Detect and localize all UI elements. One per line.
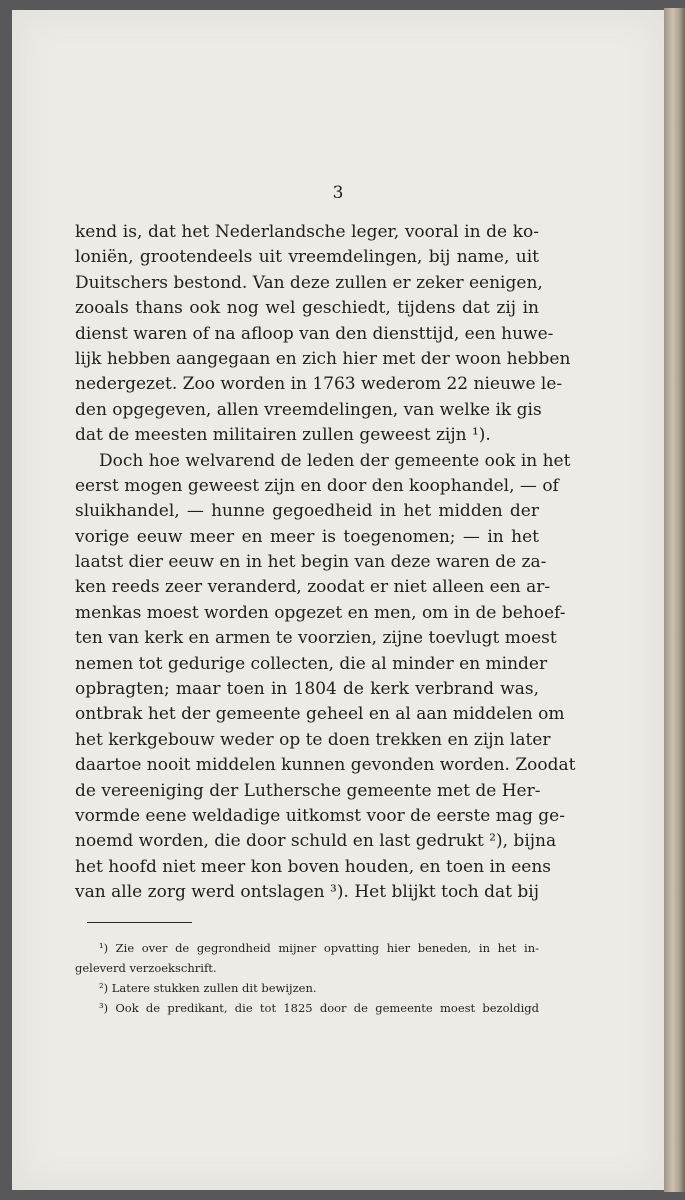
footnote-line: ²) Latere stukken zullen dit bewijzen.	[99, 981, 317, 995]
text-line: het hoofd niet meer kon boven houden, en toen in eens	[75, 856, 552, 877]
text-line: vormde eene weldadige uitkomst voor de eerste mag ge-	[75, 805, 565, 826]
text-line: het kerkgebouw weder op te doen trekken en zijn later	[75, 729, 551, 750]
text-line: lijk hebben aangegaan en zich hier met der woon hebben	[75, 348, 571, 369]
page-edge	[664, 8, 685, 1192]
text-line: ten van kerk en armen te voorzien, zijne toevlugt moest	[75, 628, 557, 649]
footnote-line: ¹) Zie over de gegrondheid mijner opvatting hier beneden, in het in-	[99, 941, 539, 955]
page-number: 3	[332, 183, 344, 203]
text-line: de vereeniging der Luthersche gemeente met de Her-	[75, 780, 541, 801]
text-line: den opgegeven, allen vreemdelingen, van welke ik gis	[75, 399, 542, 420]
text-line: opbragten; maar toen in 1804 de kerk verbrand was,	[75, 679, 539, 700]
text-line: menkas moest worden opgezet en men, om in de behoef-	[75, 602, 566, 623]
text-line: ken reeds zeer veranderd, zoodat er niet alleen een ar-	[75, 577, 551, 598]
text-line: Duitschers bestond. Van deze zullen er zeker eenigen,	[75, 272, 543, 293]
text-line: dienst waren of na afloop van den diensttijd, een huwe-	[75, 323, 554, 344]
text-line: laatst dier eeuw en in het begin van deze waren de za-	[75, 552, 547, 573]
text-line: nedergezet. Zoo worden in 1763 wederom 22 nieuwe le-	[75, 374, 563, 395]
book-page	[12, 10, 664, 1190]
text-line: ontbrak het der gemeente geheel en al aan middelen om	[75, 704, 565, 725]
text-line: nemen tot gedurige collecten, die al minder en minder	[75, 653, 548, 674]
text-line: loniën, grootendeels uit vreemdelingen, bij name, uit	[75, 247, 539, 268]
text-line: vorige eeuw meer en meer is toegenomen; — in het	[75, 526, 539, 547]
text-line: sluikhandel, — hunne gegoedheid in het midden der	[75, 501, 539, 522]
body-text	[75, 220, 576, 906]
footnotes	[75, 938, 539, 1018]
text-line: Doch hoe welvarend de leden der gemeente ook in het	[99, 450, 571, 471]
footnote-line: geleverd verzoekschrift.	[75, 961, 217, 975]
text-line: zooals thans ook nog wel geschiedt, tijdens dat zij in	[75, 298, 539, 319]
text-line: noemd worden, die door schuld en last gedrukt ²), bijna	[75, 831, 557, 852]
text-line: kend is, dat het Nederlandsche leger, vooral in de ko-	[75, 222, 539, 242]
text-line: eerst mogen geweest zijn en door den koophandel, — of	[75, 475, 559, 496]
text-line: van alle zorg werd ontslagen ³). Het blijkt toch dat bij	[75, 882, 539, 903]
footnote-line: ³) Ook de predikant, die tot 1825 door de gemeente moest bezoldigd	[99, 1001, 539, 1015]
text-line: dat de meesten militairen zullen geweest zijn ¹).	[75, 425, 491, 446]
footnote-divider	[87, 922, 192, 923]
text-line: daartoe nooit middelen kunnen gevonden worden. Zoodat	[75, 755, 576, 776]
